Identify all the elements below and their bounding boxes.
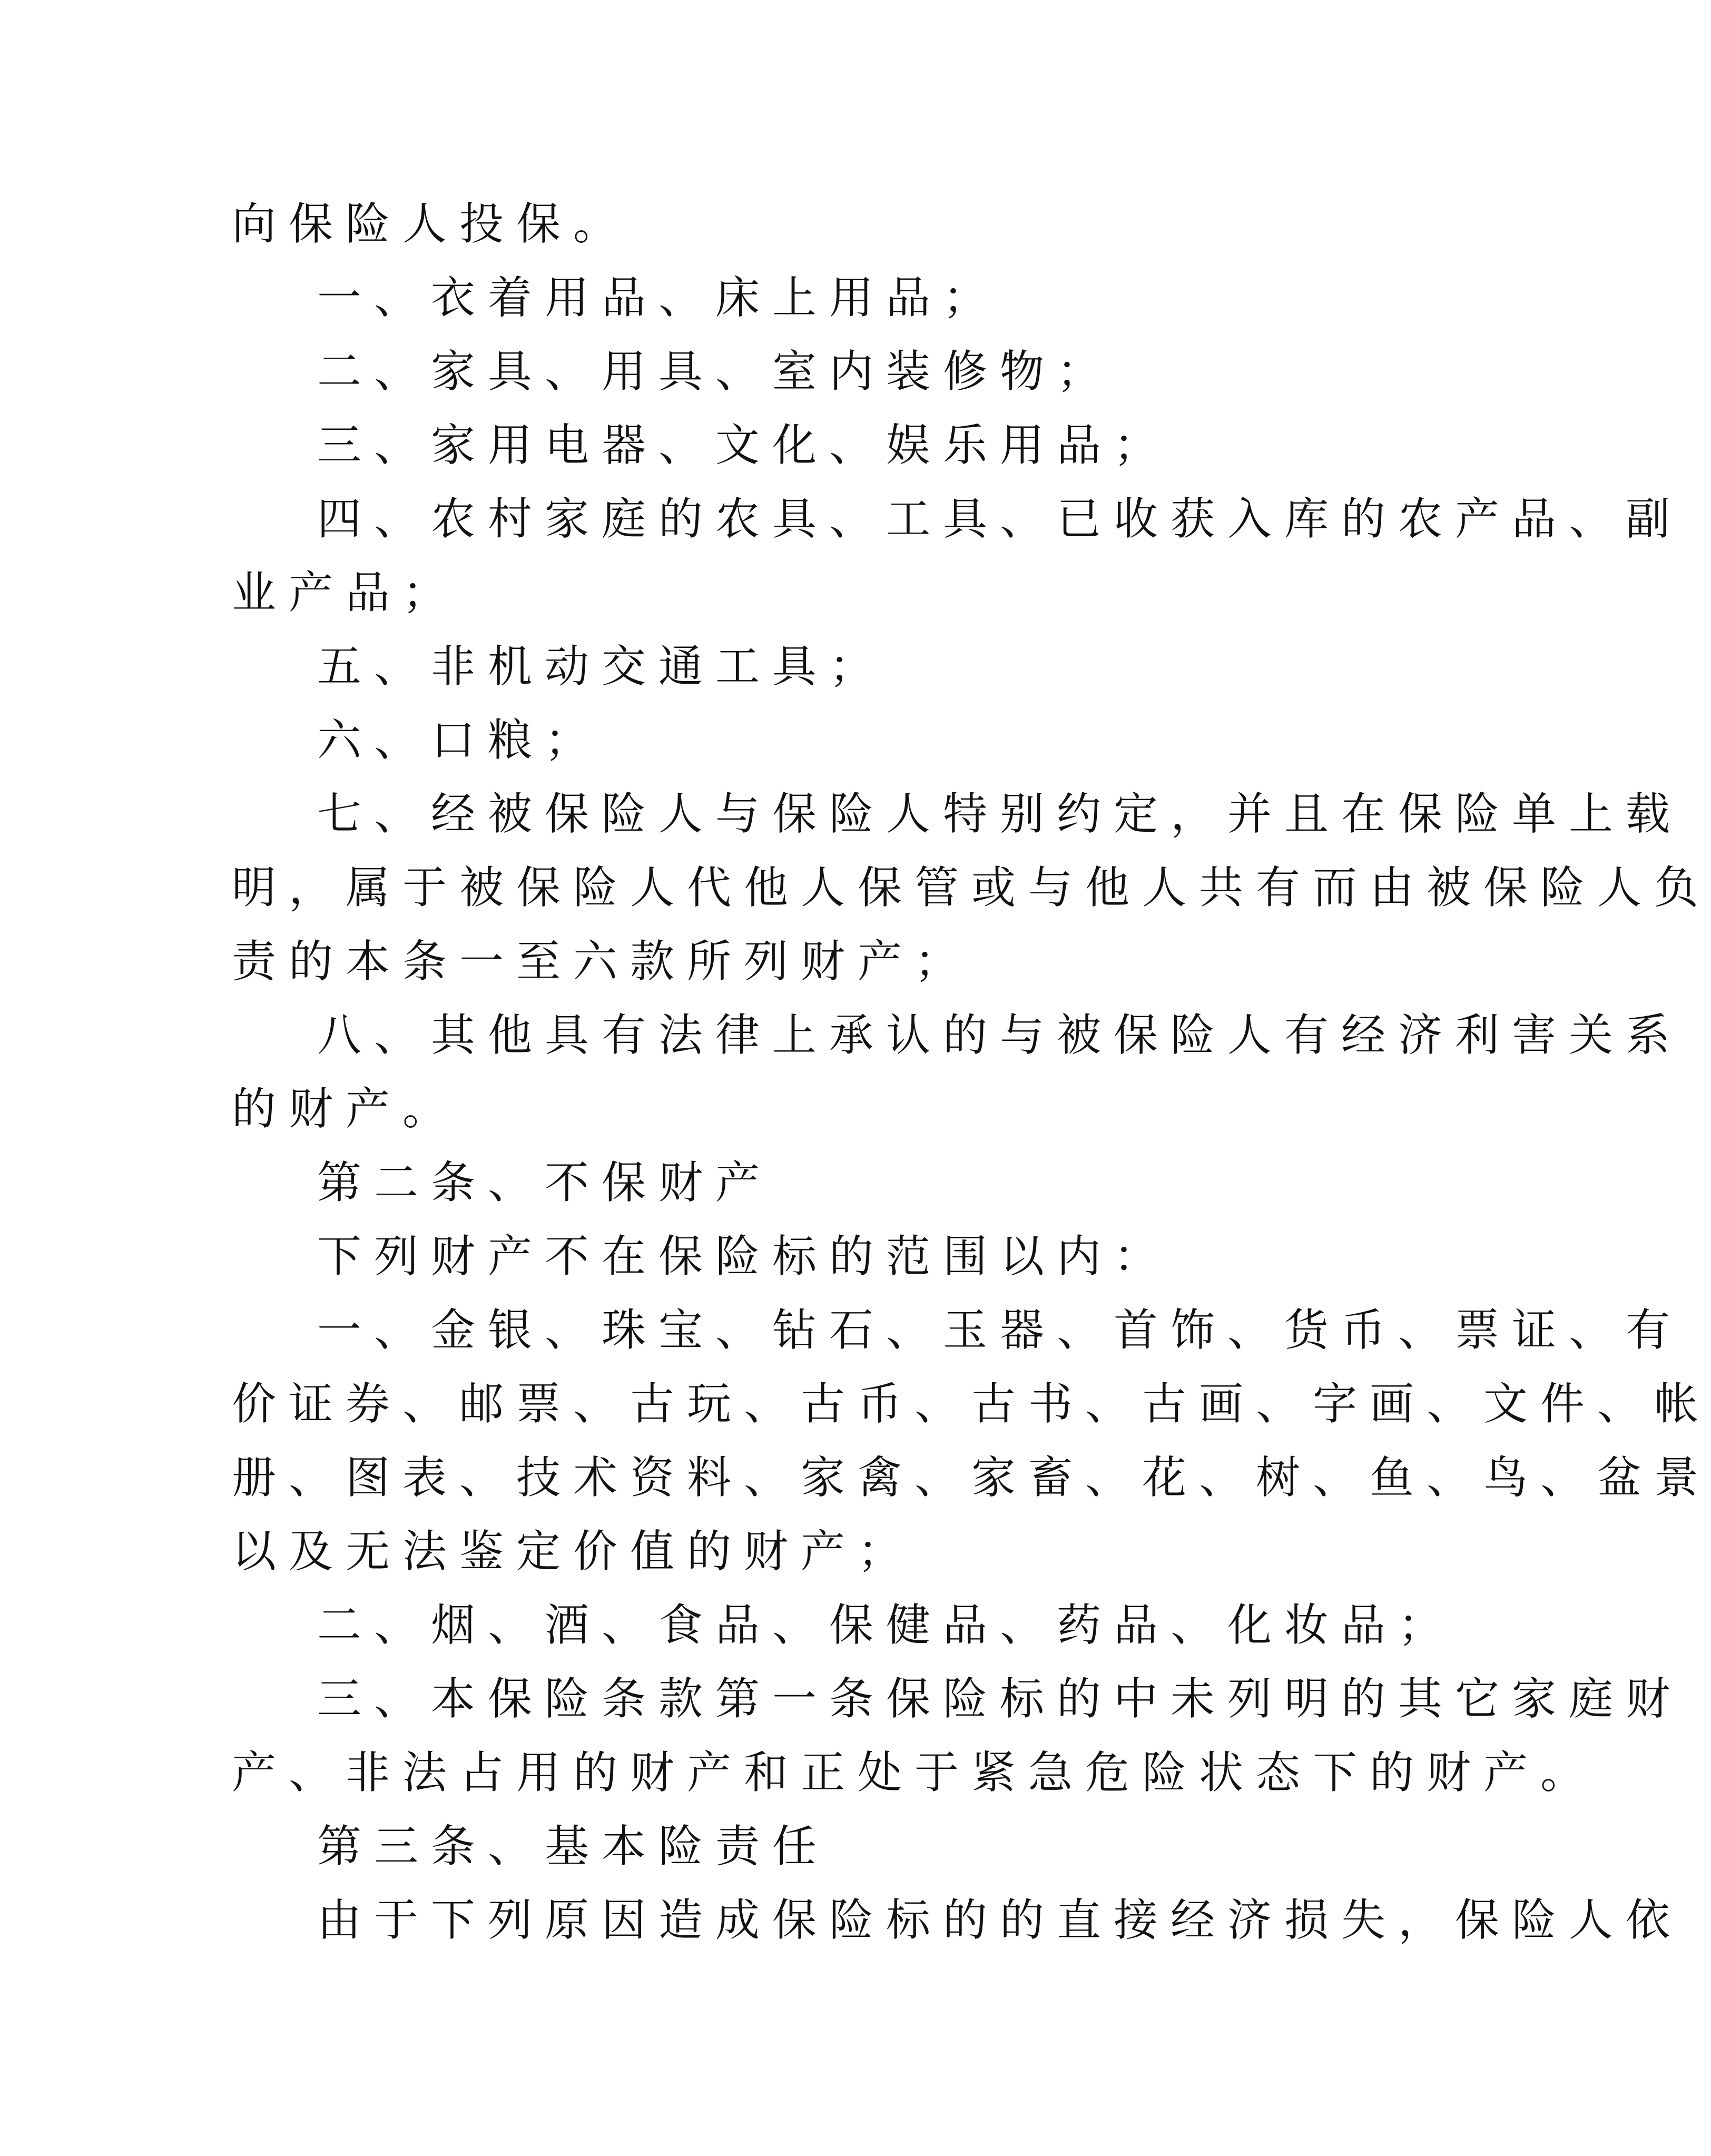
text-line: 六、口粮； [317, 714, 602, 766]
text-line: 二、烟、酒、食品、保健品、药品、化妆品； [317, 1599, 1456, 1651]
text-line: 二、家具、用具、室内装修物； [317, 346, 1114, 397]
text-line: 业产品； [232, 567, 460, 618]
section-heading: 第二条、不保财产 [317, 1157, 773, 1208]
text-line: 明，属于被保险人代他人保管或与他人共有而由被保险人负 [232, 862, 1711, 913]
text-line: 由于下列原因造成保险标的的直接经济损失，保险人依 [317, 1894, 1683, 1946]
text-line: 七、经被保险人与保险人特别约定，并且在保险单上载 [317, 788, 1683, 840]
text-line: 以及无法鉴定价值的财产； [232, 1525, 915, 1577]
text-line: 下列财产不在保险标的范围以内： [317, 1230, 1171, 1282]
document-body [232, 187, 1711, 1957]
text-line: 册、图表、技术资料、家禽、家畜、花、树、鱼、鸟、盆景 [232, 1452, 1711, 1503]
text-line: 一、金银、珠宝、钻石、玉器、首饰、货币、票证、有 [317, 1304, 1683, 1356]
text-line: 的财产。 [232, 1083, 460, 1135]
text-line: 一、衣着用品、床上用品； [317, 272, 1000, 323]
text-line: 三、家用电器、文化、娱乐用品； [317, 419, 1171, 471]
text-line: 责的本条一至六款所列财产； [232, 936, 972, 987]
text-line: 产、非法占用的财产和正处于紧急危险状态下的财产。 [232, 1747, 1598, 1798]
text-line: 五、非机动交通工具； [317, 641, 887, 692]
text-line: 八、其他具有法律上承认的与被保险人有经济利害关系 [317, 1009, 1683, 1061]
text-line: 价证券、邮票、古玩、古币、古书、古画、字画、文件、帐 [232, 1378, 1711, 1430]
text-line: 向保险人投保。 [232, 198, 631, 250]
text-line: 三、本保险条款第一条保险标的中未列明的其它家庭财 [317, 1673, 1683, 1725]
section-heading: 第三条、基本险责任 [317, 1820, 830, 1872]
text-line: 四、农村家庭的农具、工具、已收获入库的农产品、副 [317, 493, 1683, 545]
